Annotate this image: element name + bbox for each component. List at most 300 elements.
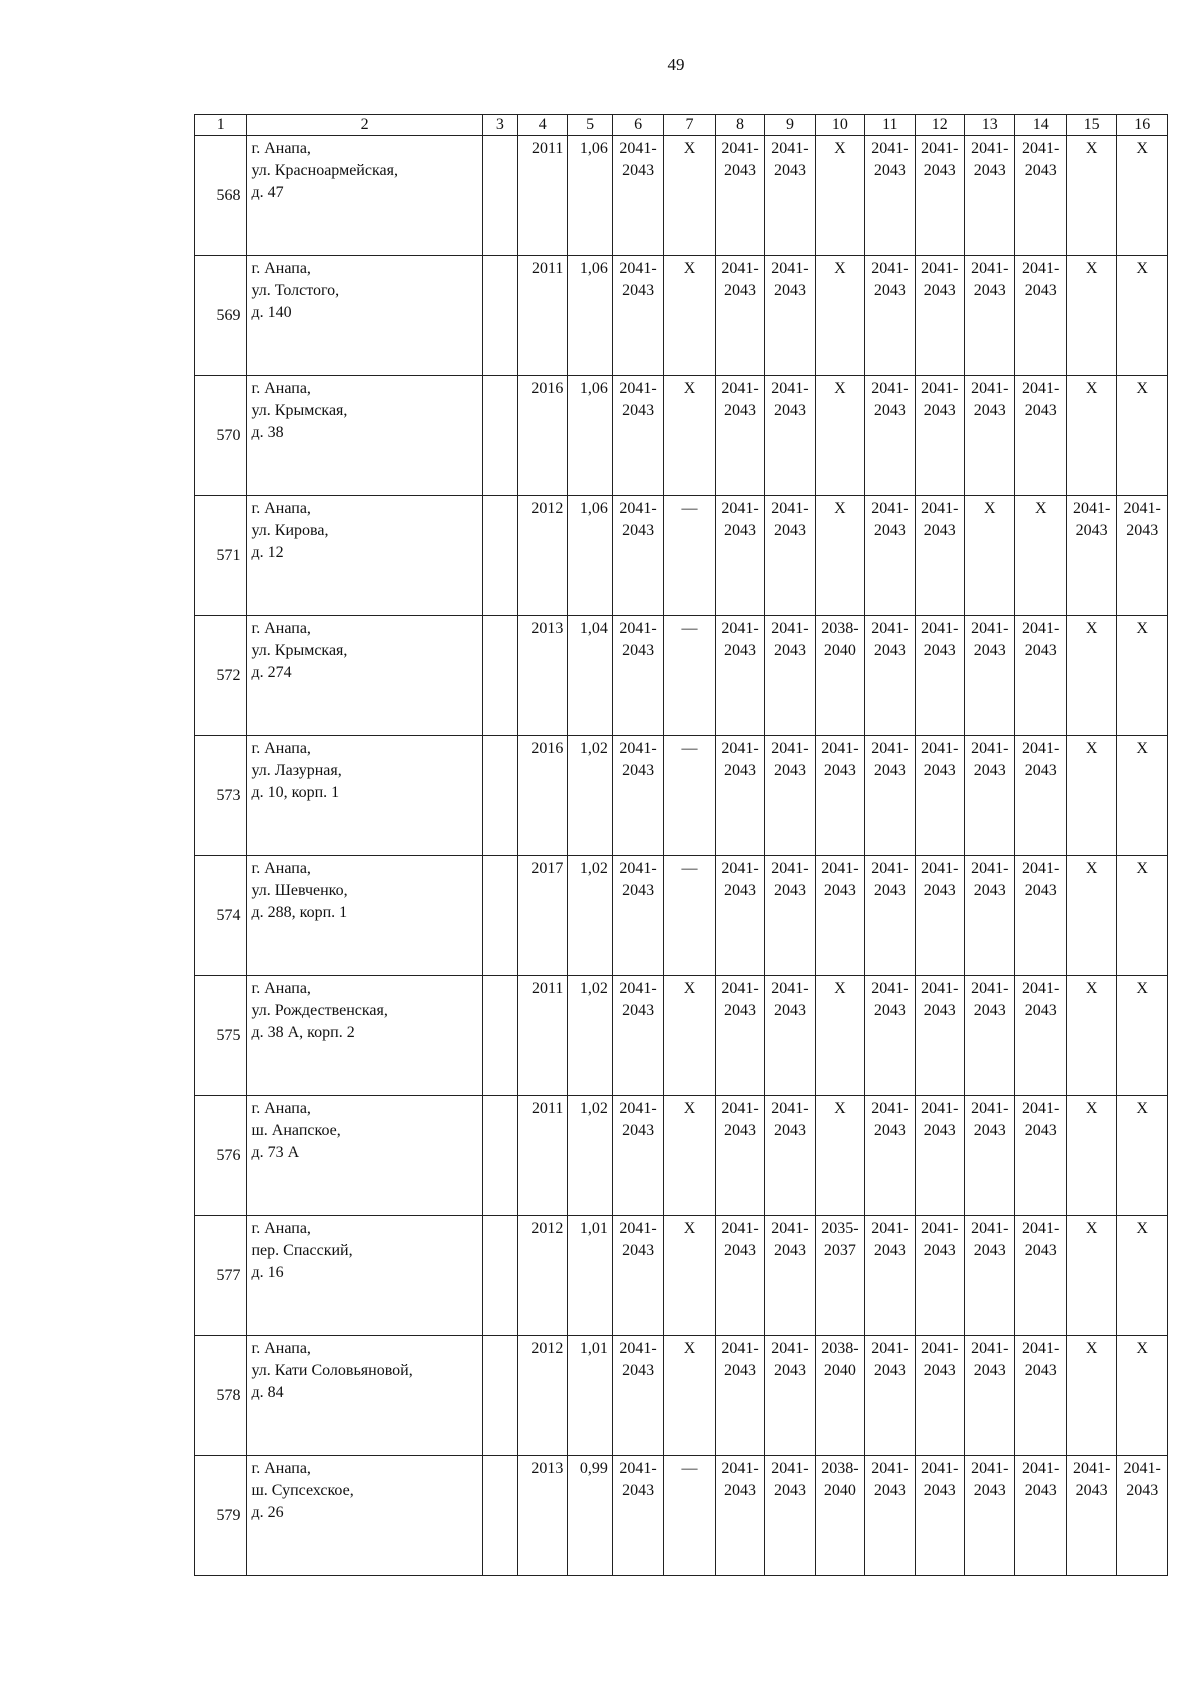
col-7-cell: X <box>664 256 715 376</box>
col-10-cell <box>815 1096 864 1216</box>
address-line: д. 73 А <box>251 1144 300 1161</box>
cell-line: 2043 <box>873 162 906 179</box>
address-line: г. Анапа, <box>251 1460 311 1477</box>
cell-line: 2043 <box>622 1122 655 1139</box>
cell-line: 2043 <box>622 1362 655 1379</box>
cell-line: 2041- <box>721 380 759 397</box>
address-cell <box>247 1456 482 1576</box>
cell-line: 2041- <box>1022 140 1060 157</box>
cell-line: 2041- <box>921 1460 959 1477</box>
column-header-13: 13 <box>965 115 1015 136</box>
col-10-cell <box>815 616 864 736</box>
cell-line: 2041- <box>871 140 909 157</box>
cell-line: X <box>1136 380 1148 397</box>
col-9-cell <box>765 616 815 736</box>
cell-line: 2043 <box>1024 1362 1057 1379</box>
address-line: г. Анапа, <box>251 1220 311 1237</box>
address-cell <box>247 976 482 1096</box>
year-built-cell: 2012 <box>517 1336 567 1456</box>
coefficient-cell: 1,06 <box>568 496 612 616</box>
cell-line: 2041- <box>921 980 959 997</box>
col-13-cell <box>965 1456 1015 1576</box>
address-line: ул. Кирова, <box>251 522 329 539</box>
col-13-cell <box>965 376 1015 496</box>
year-built-cell: 2013 <box>517 616 567 736</box>
col-3-cell <box>482 136 517 256</box>
cell-line: 2041- <box>871 260 909 277</box>
cell-line: 2041- <box>619 980 657 997</box>
col-7-cell: — <box>664 616 715 736</box>
address-line: г. Анапа, <box>251 380 311 397</box>
cell-line: 2043 <box>923 522 956 539</box>
cell-line: 2041- <box>771 1340 809 1357</box>
cell-line: 2043 <box>773 642 806 659</box>
address-line: ул. Толстого, <box>251 282 340 299</box>
cell-line: X <box>834 1100 846 1117</box>
address-line: ш. Супсехское, <box>251 1482 354 1499</box>
col-8-cell <box>715 1456 764 1576</box>
column-header-10: 10 <box>815 115 864 136</box>
cell-line: 2041- <box>619 1100 657 1117</box>
col-14-cell <box>1015 616 1066 736</box>
cell-line: 2041- <box>971 260 1009 277</box>
cell-line: 2041- <box>971 1220 1009 1237</box>
address-line: д. 10, корп. 1 <box>251 784 340 801</box>
cell-line: 2038- <box>821 620 859 637</box>
col-12-cell <box>915 736 964 856</box>
col-8-cell <box>715 1336 764 1456</box>
cell-line: 2043 <box>773 282 806 299</box>
col-15-cell <box>1066 1216 1116 1336</box>
table-row <box>195 736 1168 856</box>
table-row <box>195 496 1168 616</box>
cell-line: 2041- <box>921 620 959 637</box>
cell-line: 2043 <box>923 882 956 899</box>
column-header-7: 7 <box>664 115 715 136</box>
cell-line: 2041- <box>1022 1460 1060 1477</box>
cell-line: 2041- <box>921 740 959 757</box>
col-16-cell <box>1117 736 1168 856</box>
cell-line: 2043 <box>873 1242 906 1259</box>
cell-line: 2043 <box>1024 1122 1057 1139</box>
col-15-cell <box>1066 496 1116 616</box>
address-cell <box>247 256 482 376</box>
year-built-cell: 2017 <box>517 856 567 976</box>
cell-line: 2043 <box>723 1482 756 1499</box>
cell-line: 2041- <box>771 260 809 277</box>
col-15-cell <box>1066 736 1116 856</box>
cell-line: X <box>1085 620 1098 637</box>
cell-line: 2041- <box>821 740 859 757</box>
cell-line: 2041- <box>619 1460 657 1477</box>
cell-line: 2043 <box>622 1002 655 1019</box>
cell-line: 2041- <box>1022 860 1060 877</box>
cell-line: 2043 <box>1024 162 1057 179</box>
year-built-cell: 2012 <box>517 1216 567 1336</box>
cell-line: 2041- <box>921 500 959 517</box>
year-built-cell: 2012 <box>517 496 567 616</box>
cell-line: 2041- <box>619 260 657 277</box>
col-8-cell <box>715 856 764 976</box>
address-line: ш. Анапское, <box>251 1122 341 1139</box>
address-cell <box>247 376 482 496</box>
cell-line: 2041- <box>1022 1340 1060 1357</box>
col-9-cell <box>765 1456 815 1576</box>
cell-line: X <box>1136 1340 1148 1357</box>
col-6-cell <box>612 1456 663 1576</box>
cell-line: 2041- <box>721 140 759 157</box>
col-15-cell <box>1066 136 1116 256</box>
col-11-cell <box>865 256 915 376</box>
col-12-cell <box>915 1216 964 1336</box>
cell-line: 2041- <box>721 260 759 277</box>
cell-line: 2041- <box>1022 1100 1060 1117</box>
cell-line: 2041- <box>619 1220 657 1237</box>
cell-line: 2043 <box>923 1122 956 1139</box>
cell-line: 2043 <box>873 882 906 899</box>
col-6-cell <box>612 256 663 376</box>
col-3-cell <box>482 1096 517 1216</box>
cell-line: 2041- <box>1022 380 1060 397</box>
cell-line: 2043 <box>973 1122 1006 1139</box>
col-14-cell <box>1015 256 1066 376</box>
cell-line: 2041- <box>971 740 1009 757</box>
col-6-cell <box>612 1096 663 1216</box>
col-14-cell <box>1015 376 1066 496</box>
cell-line: 2043 <box>622 1482 655 1499</box>
cell-line: X <box>834 260 846 277</box>
col-9-cell <box>765 736 815 856</box>
cell-line: 2041- <box>921 860 959 877</box>
address-cell <box>247 736 482 856</box>
cell-line: 2041- <box>921 380 959 397</box>
year-built-cell: 2013 <box>517 1456 567 1576</box>
col-8-cell <box>715 976 764 1096</box>
address-line: ул. Крымская, <box>251 642 348 659</box>
housing-schedule-table <box>194 114 1168 1576</box>
coefficient-cell: 1,01 <box>568 1336 612 1456</box>
cell-line: 2041- <box>1022 980 1060 997</box>
cell-line: X <box>1085 860 1098 877</box>
cell-line: 2041- <box>871 860 909 877</box>
cell-line: 2043 <box>873 1002 906 1019</box>
column-header-1: 1 <box>195 115 247 136</box>
cell-line: 2043 <box>973 282 1006 299</box>
year-built-cell: 2011 <box>517 136 567 256</box>
cell-line: 2041- <box>721 1220 759 1237</box>
col-7-cell: X <box>664 1336 715 1456</box>
column-header-9: 9 <box>765 115 815 136</box>
col-15-cell <box>1066 856 1116 976</box>
cell-line: 2043 <box>973 162 1006 179</box>
cell-line: 2041- <box>619 1340 657 1357</box>
col-14-cell <box>1015 1096 1066 1216</box>
cell-line: 2041- <box>921 140 959 157</box>
cell-line: 2043 <box>773 1482 806 1499</box>
column-header-12: 12 <box>915 115 964 136</box>
cell-line: 2041- <box>721 620 759 637</box>
col-8-cell <box>715 1096 764 1216</box>
cell-line: 2043 <box>1024 642 1057 659</box>
col-16-cell <box>1117 376 1168 496</box>
cell-line: 2043 <box>622 522 655 539</box>
table-row <box>195 616 1168 736</box>
cell-line: 2043 <box>723 402 756 419</box>
cell-line: 2043 <box>723 162 756 179</box>
cell-line: X <box>1085 260 1098 277</box>
cell-line: X <box>1136 1220 1148 1237</box>
address-line: ул. Шевченко, <box>251 882 348 899</box>
cell-line: 2041- <box>871 1220 909 1237</box>
cell-line: 2041- <box>1073 1460 1111 1477</box>
coefficient-cell: 1,01 <box>568 1216 612 1336</box>
cell-line: 2043 <box>923 282 956 299</box>
col-12-cell <box>915 616 964 736</box>
row-number: 574 <box>195 856 247 976</box>
address-line: д. 38 <box>251 424 284 441</box>
col-16-cell <box>1117 976 1168 1096</box>
col-9-cell <box>765 976 815 1096</box>
address-line: ул. Лазурная, <box>251 762 342 779</box>
address-line: г. Анапа, <box>251 140 311 157</box>
coefficient-cell: 0,99 <box>568 1456 612 1576</box>
col-13-cell <box>965 1216 1015 1336</box>
cell-line: 2041- <box>921 1220 959 1237</box>
col-6-cell <box>612 976 663 1096</box>
address-cell <box>247 136 482 256</box>
address-line: г. Анапа, <box>251 620 311 637</box>
col-12-cell <box>915 256 964 376</box>
cell-line: 2041- <box>771 1460 809 1477</box>
column-header-15: 15 <box>1066 115 1116 136</box>
address-line: д. 38 А, корп. 2 <box>251 1024 355 1041</box>
cell-line: 2043 <box>1075 1482 1108 1499</box>
col-12-cell <box>915 496 964 616</box>
col-11-cell <box>865 376 915 496</box>
cell-line: 2043 <box>873 1482 906 1499</box>
cell-line: X <box>834 380 846 397</box>
col-15-cell <box>1066 976 1116 1096</box>
table-row <box>195 1096 1168 1216</box>
address-line: д. 288, корп. 1 <box>251 904 348 921</box>
address-line: г. Анапа, <box>251 1100 311 1117</box>
col-15-cell <box>1066 616 1116 736</box>
cell-line: X <box>1085 980 1098 997</box>
coefficient-cell: 1,02 <box>568 736 612 856</box>
coefficient-cell: 1,02 <box>568 976 612 1096</box>
col-3-cell <box>482 376 517 496</box>
col-13-cell <box>965 736 1015 856</box>
cell-line: 2043 <box>773 1122 806 1139</box>
col-13-cell <box>965 136 1015 256</box>
cell-line: 2041- <box>871 980 909 997</box>
column-header-2: 2 <box>247 115 482 136</box>
col-10-cell <box>815 1456 864 1576</box>
col-14-cell <box>1015 1216 1066 1336</box>
cell-line: 2041- <box>619 860 657 877</box>
col-10-cell <box>815 856 864 976</box>
cell-line: 2041- <box>771 620 809 637</box>
cell-line: 2041- <box>771 380 809 397</box>
cell-line: 2043 <box>923 162 956 179</box>
col-9-cell <box>765 376 815 496</box>
col-11-cell <box>865 1216 915 1336</box>
year-built-cell: 2011 <box>517 976 567 1096</box>
col-13-cell <box>965 856 1015 976</box>
coefficient-cell: 1,02 <box>568 1096 612 1216</box>
cell-line: 2043 <box>973 882 1006 899</box>
col-16-cell <box>1117 136 1168 256</box>
cell-line: 2041- <box>1073 500 1111 517</box>
cell-line: X <box>1136 860 1148 877</box>
col-11-cell <box>865 856 915 976</box>
address-line: ул. Рождественская, <box>251 1002 388 1019</box>
cell-line: 2043 <box>1024 282 1057 299</box>
cell-line: 2041- <box>771 1100 809 1117</box>
address-cell <box>247 1096 482 1216</box>
address-cell <box>247 856 482 976</box>
address-line: д. 84 <box>251 1384 284 1401</box>
col-15-cell <box>1066 1096 1116 1216</box>
cell-line: 2041- <box>971 140 1009 157</box>
col-3-cell <box>482 736 517 856</box>
cell-line: 2041- <box>871 620 909 637</box>
row-number: 573 <box>195 736 247 856</box>
row-number: 568 <box>195 136 247 256</box>
cell-line: X <box>1085 380 1098 397</box>
cell-line: 2043 <box>923 642 956 659</box>
cell-line: 2043 <box>723 1122 756 1139</box>
cell-line: 2041- <box>1123 1460 1161 1477</box>
col-3-cell <box>482 856 517 976</box>
address-line: д. 26 <box>251 1504 284 1521</box>
cell-line: 2041- <box>721 860 759 877</box>
cell-line: 2041- <box>821 860 859 877</box>
cell-line: 2043 <box>1075 522 1108 539</box>
row-number: 569 <box>195 256 247 376</box>
col-11-cell <box>865 736 915 856</box>
cell-line: 2043 <box>773 1002 806 1019</box>
column-header-11: 11 <box>865 115 915 136</box>
cell-line: 2038- <box>821 1460 859 1477</box>
col-10-cell <box>815 376 864 496</box>
cell-line: 2043 <box>973 402 1006 419</box>
cell-line: 2043 <box>873 1122 906 1139</box>
address-line: ул. Крымская, <box>251 402 348 419</box>
col-8-cell <box>715 736 764 856</box>
col-16-cell <box>1117 616 1168 736</box>
cell-line: 2043 <box>622 1242 655 1259</box>
col-6-cell <box>612 1336 663 1456</box>
col-14-cell <box>1015 136 1066 256</box>
col-16-cell <box>1117 856 1168 976</box>
col-14-cell <box>1015 856 1066 976</box>
cell-line: 2041- <box>1022 740 1060 757</box>
table-row <box>195 136 1168 256</box>
cell-line: 2041- <box>971 620 1009 637</box>
coefficient-cell: 1,06 <box>568 256 612 376</box>
cell-line: 2035- <box>821 1220 859 1237</box>
table-row <box>195 1216 1168 1336</box>
cell-line: 2041- <box>619 740 657 757</box>
cell-line: 2041- <box>771 500 809 517</box>
col-8-cell <box>715 256 764 376</box>
col-11-cell <box>865 1336 915 1456</box>
cell-line: X <box>1136 740 1148 757</box>
cell-line: 2043 <box>923 1362 956 1379</box>
address-line: д. 47 <box>251 184 284 201</box>
col-9-cell <box>765 256 815 376</box>
cell-line: 2043 <box>1024 882 1057 899</box>
col-6-cell <box>612 856 663 976</box>
cell-line: 2043 <box>973 1242 1006 1259</box>
col-10-cell <box>815 136 864 256</box>
col-3-cell <box>482 616 517 736</box>
col-8-cell <box>715 136 764 256</box>
cell-line: 2041- <box>871 1460 909 1477</box>
column-header-14: 14 <box>1015 115 1066 136</box>
cell-line: X <box>983 500 996 517</box>
cell-line: 2043 <box>973 1002 1006 1019</box>
col-10-cell <box>815 1216 864 1336</box>
cell-line: X <box>1136 1100 1148 1117</box>
cell-line: X <box>834 980 846 997</box>
cell-line: 2040 <box>823 1482 856 1499</box>
col-13-cell <box>965 976 1015 1096</box>
coefficient-cell: 1,02 <box>568 856 612 976</box>
col-16-cell <box>1117 1336 1168 1456</box>
col-15-cell <box>1066 376 1116 496</box>
col-9-cell <box>765 1336 815 1456</box>
cell-line: 2043 <box>1126 522 1159 539</box>
col-16-cell <box>1117 1096 1168 1216</box>
cell-line: 2043 <box>1024 1242 1057 1259</box>
cell-line: 2041- <box>1123 500 1161 517</box>
cell-line: 2041- <box>771 140 809 157</box>
column-header-4: 4 <box>517 115 567 136</box>
address-line: г. Анапа, <box>251 980 311 997</box>
col-9-cell <box>765 1216 815 1336</box>
col-8-cell <box>715 1216 764 1336</box>
col-7-cell: X <box>664 1216 715 1336</box>
col-13-cell <box>965 616 1015 736</box>
table-row <box>195 856 1168 976</box>
address-line: ул. Кати Соловьяновой, <box>251 1362 413 1379</box>
address-line: г. Анапа, <box>251 740 311 757</box>
col-6-cell <box>612 1216 663 1336</box>
col-15-cell <box>1066 256 1116 376</box>
cell-line: 2041- <box>971 1340 1009 1357</box>
cell-line: 2041- <box>1022 260 1060 277</box>
cell-line: 2043 <box>773 522 806 539</box>
table-row <box>195 1456 1168 1576</box>
col-12-cell <box>915 136 964 256</box>
cell-line: X <box>1085 740 1098 757</box>
table-row <box>195 376 1168 496</box>
col-8-cell <box>715 376 764 496</box>
col-7-cell: — <box>664 856 715 976</box>
cell-line: 2041- <box>721 1100 759 1117</box>
cell-line: X <box>1085 1220 1098 1237</box>
table-body <box>195 136 1168 1576</box>
cell-line: 2043 <box>773 762 806 779</box>
col-11-cell <box>865 616 915 736</box>
cell-line: 2041- <box>771 740 809 757</box>
col-16-cell <box>1117 256 1168 376</box>
cell-line: 2043 <box>773 1362 806 1379</box>
address-cell <box>247 616 482 736</box>
col-13-cell <box>965 1096 1015 1216</box>
